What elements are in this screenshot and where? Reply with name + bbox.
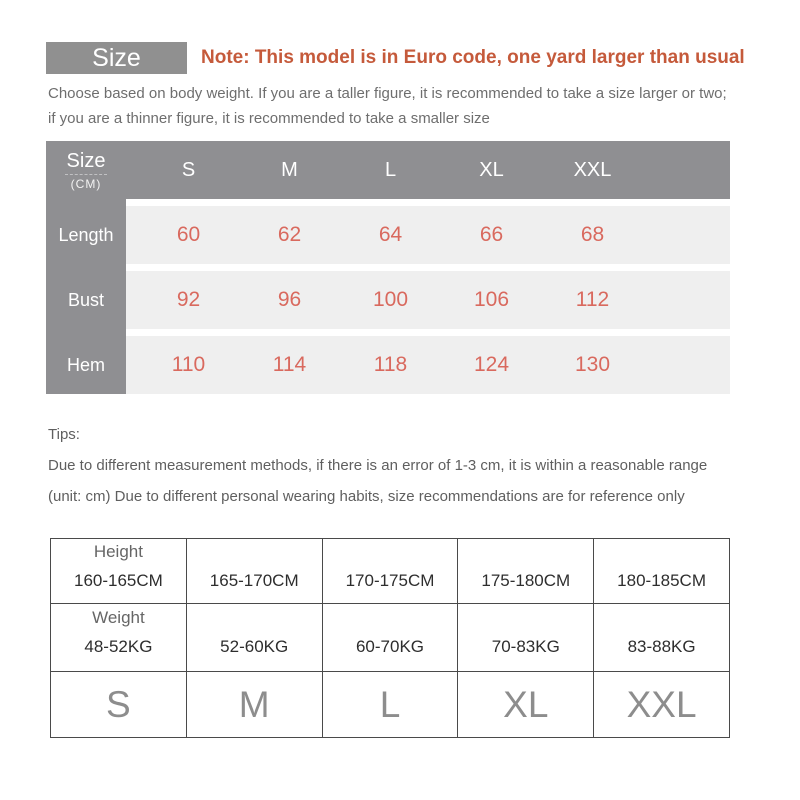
height-cell-s <box>51 539 187 604</box>
table-row-length <box>46 206 730 264</box>
size-letter-l: L <box>322 672 458 738</box>
bust-xxl: 112 <box>575 288 610 311</box>
corner-label: Size <box>65 149 108 175</box>
table-row-hem <box>46 336 730 394</box>
hem-m: 114 <box>272 353 307 376</box>
height-range: 160-165CM <box>73 571 163 590</box>
fit-row-sizes <box>51 672 730 738</box>
length-m: 62 <box>277 223 302 246</box>
bust-s: 92 <box>176 288 201 311</box>
size-letter-xxl: XXL <box>594 672 730 738</box>
fit-recommendation-table <box>50 538 730 738</box>
column-header-m: M <box>281 158 298 181</box>
column-header-xxl: XXL <box>573 158 612 181</box>
size-letter-s: S <box>51 672 187 738</box>
weight-cell-m: 52-60KG <box>186 604 322 672</box>
bust-l: 100 <box>372 288 409 311</box>
row-label: Length <box>58 224 114 245</box>
hem-l: 118 <box>373 353 408 376</box>
row-label: Hem <box>66 354 105 375</box>
length-s: 60 <box>176 223 201 246</box>
tips-line-2: (unit: cm) Due to different personal wearing habits, size recommendations are for reference only <box>48 488 685 505</box>
weight-range: 48-52KG <box>84 637 153 656</box>
measurement-table-header <box>46 141 730 199</box>
intro-paragraph <box>48 81 800 131</box>
column-header-xl: XL <box>479 158 504 181</box>
fit-row-height <box>51 539 730 604</box>
length-xxl: 68 <box>580 223 605 246</box>
corner-cell <box>46 141 126 199</box>
weight-cell-xl: 70-83KG <box>458 604 594 672</box>
height-cell-xl: 175-180CM <box>458 539 594 604</box>
table-row-bust <box>46 271 730 329</box>
bust-m: 96 <box>277 288 302 311</box>
row-values <box>126 206 730 264</box>
hem-xxl: 130 <box>574 353 611 376</box>
size-column-headers <box>126 141 643 199</box>
weight-cell-xxl: 83-88KG <box>594 604 730 672</box>
height-cell-xxl: 180-185CM <box>594 539 730 604</box>
height-cell-l: 170-175CM <box>322 539 458 604</box>
row-values <box>126 271 730 329</box>
tips-line-1: Due to different measurement methods, if there is an error of 1-3 cm, it is within a reasonable range <box>48 457 708 474</box>
tips-title: Tips: <box>48 426 80 443</box>
weight-label: Weight <box>92 608 145 627</box>
bust-xl: 106 <box>473 288 510 311</box>
size-letter-xl: XL <box>458 672 594 738</box>
tips-section <box>48 419 800 512</box>
row-label: Bust <box>67 289 105 310</box>
size-badge: Size <box>46 42 187 74</box>
column-header-s: S <box>181 158 196 181</box>
height-label: Height <box>93 542 143 561</box>
fit-row-weight <box>51 604 730 672</box>
euro-code-note: Note: This model is in Euro code, one yard larger than usual <box>201 47 745 68</box>
header <box>46 0 790 74</box>
corner-unit: (CM) <box>70 177 102 191</box>
intro-line-1: Choose based on body weight. If you are a taller figure, it is recommended to take a size larger or two; <box>48 85 727 102</box>
length-l: 64 <box>378 223 403 246</box>
intro-line-2: if you are a thinner figure, it is recommended to take a smaller size <box>48 110 490 127</box>
size-letter-m: M <box>186 672 322 738</box>
length-xl: 66 <box>479 223 504 246</box>
weight-cell-l: 60-70KG <box>322 604 458 672</box>
row-values <box>126 336 730 394</box>
column-header-l: L <box>384 158 397 181</box>
height-cell-m: 165-170CM <box>186 539 322 604</box>
weight-cell-s <box>51 604 187 672</box>
measurement-table <box>46 141 730 394</box>
hem-xl: 124 <box>473 353 510 376</box>
hem-s: 110 <box>171 353 206 376</box>
